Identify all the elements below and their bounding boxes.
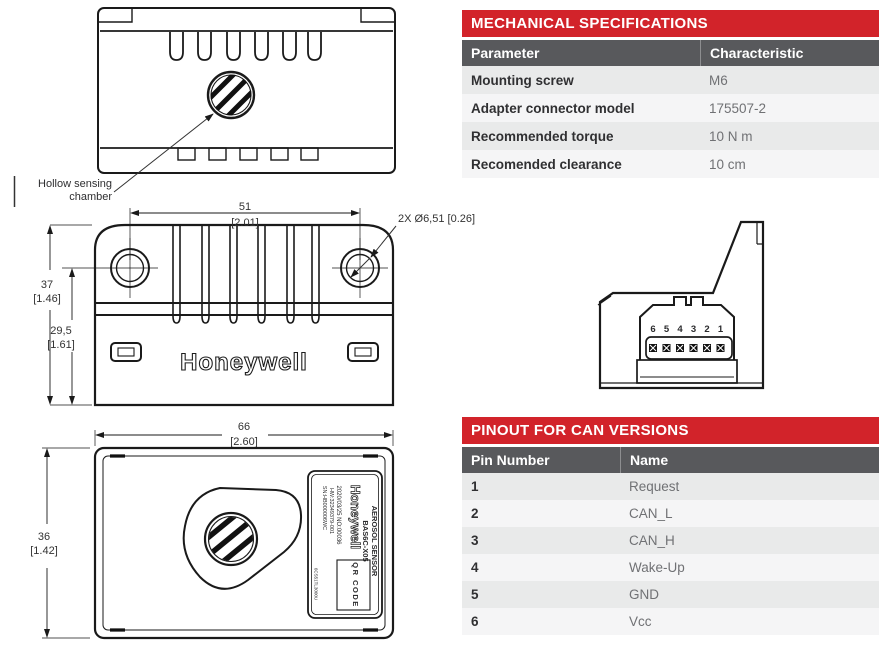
- connector-base-strip: [637, 360, 737, 383]
- front-view-drawing: [30, 200, 485, 415]
- svg-text:5: 5: [663, 324, 670, 335]
- pin-number-labels: [650, 324, 724, 335]
- pinout-table-header: [462, 447, 879, 473]
- mechanical-table-header: [462, 40, 879, 66]
- column-header-characteristic: Characteristic: [700, 40, 879, 66]
- dimension-height-29-5: [47, 268, 102, 405]
- svg-text:[1.61]: [1.61]: [47, 339, 75, 351]
- column-header-name: Name: [620, 447, 879, 473]
- column-header-pin-number: Pin Number: [471, 452, 550, 468]
- side-body-outline: [600, 222, 763, 388]
- svg-text:3: 3: [690, 324, 697, 335]
- mechanical-table-title: MECHANICAL SPECIFICATIONS: [462, 10, 879, 37]
- hollow-chamber-callout-line1: Hollow sensing: [38, 178, 112, 190]
- svg-text:[2.01]: [2.01]: [231, 217, 259, 229]
- hole-diameter-callout: [351, 213, 475, 277]
- callout-leader-arrow: [114, 114, 213, 192]
- dimension-width-66: [95, 421, 393, 448]
- svg-text:6: 6: [650, 324, 656, 335]
- front-vent-slots: [173, 226, 319, 323]
- svg-text:29,5: 29,5: [50, 325, 72, 337]
- table-row: 6 Vcc: [462, 608, 879, 635]
- label-sn-line: SN:HB000006WC: [321, 485, 327, 531]
- svg-text:[1.42]: [1.42]: [30, 545, 58, 557]
- connector-pins: [649, 344, 725, 352]
- svg-text:1: 1: [717, 324, 724, 335]
- pinout-table: [462, 417, 879, 635]
- dimension-width-51: [130, 201, 360, 260]
- svg-text:51: 51: [238, 201, 252, 213]
- label-model-line: BAS6C-X05: [361, 520, 370, 562]
- mechanical-specifications-table: [462, 10, 879, 178]
- honeywell-logo: Honeywell: [180, 349, 308, 376]
- svg-text:[2.60]: [2.60]: [230, 436, 258, 448]
- label-date-line: 2020/03/25 NO:00036: [335, 485, 341, 545]
- table-row: Recomended clearance 10 cm: [462, 150, 879, 178]
- svg-text:37: 37: [40, 279, 54, 291]
- pinout-table-title: PINOUT FOR CAN VERSIONS: [462, 417, 879, 444]
- svg-text:2X Ø6,51 [0.26]: 2X Ø6,51 [0.26]: [398, 213, 476, 225]
- table-row: Recommended torque 10 N m: [462, 122, 879, 150]
- top-view-drawing: [10, 0, 460, 210]
- svg-text:2: 2: [704, 324, 710, 335]
- side-view-drawing: [595, 210, 879, 402]
- latch-right: [348, 343, 378, 361]
- svg-text:66: 66: [237, 421, 251, 433]
- label-code-line: 6CS51TL3000U: [313, 567, 319, 601]
- qr-code-text: QR CODE: [351, 562, 360, 608]
- table-row: Adapter connector model 175507-2: [462, 94, 879, 122]
- bottom-view-drawing: [30, 418, 455, 649]
- label-honeywell-logo: Honeywell: [348, 484, 363, 550]
- table-row: 5 GND: [462, 581, 879, 608]
- label-product-line: AEROSOL SENSOR: [370, 505, 379, 577]
- sensing-chamber-port: [179, 43, 274, 138]
- table-row: 4 Wake-Up: [462, 554, 879, 581]
- chamber-boss-outline: [184, 488, 301, 589]
- column-header-parameter: Parameter: [471, 45, 540, 61]
- dimension-height-36: [30, 448, 90, 638]
- svg-text:4: 4: [677, 324, 683, 335]
- latch-left: [111, 343, 141, 361]
- dimension-height-37: [33, 225, 92, 405]
- chamber-port: [188, 500, 284, 584]
- svg-text:[1.46]: [1.46]: [33, 293, 61, 305]
- table-row: Mounting screw M6: [462, 66, 879, 94]
- svg-text:36: 36: [37, 531, 51, 543]
- bottom-vent-slots: [178, 148, 318, 160]
- table-row: 1 Request: [462, 473, 879, 500]
- product-label: [308, 471, 382, 618]
- hollow-chamber-callout-line2: chamber: [69, 191, 112, 203]
- top-vent-slots: [170, 32, 321, 60]
- table-row: 3 CAN_H: [462, 527, 879, 554]
- table-row: 2 CAN_L: [462, 500, 879, 527]
- label-hw-line: HW:32349379-001: [328, 487, 334, 535]
